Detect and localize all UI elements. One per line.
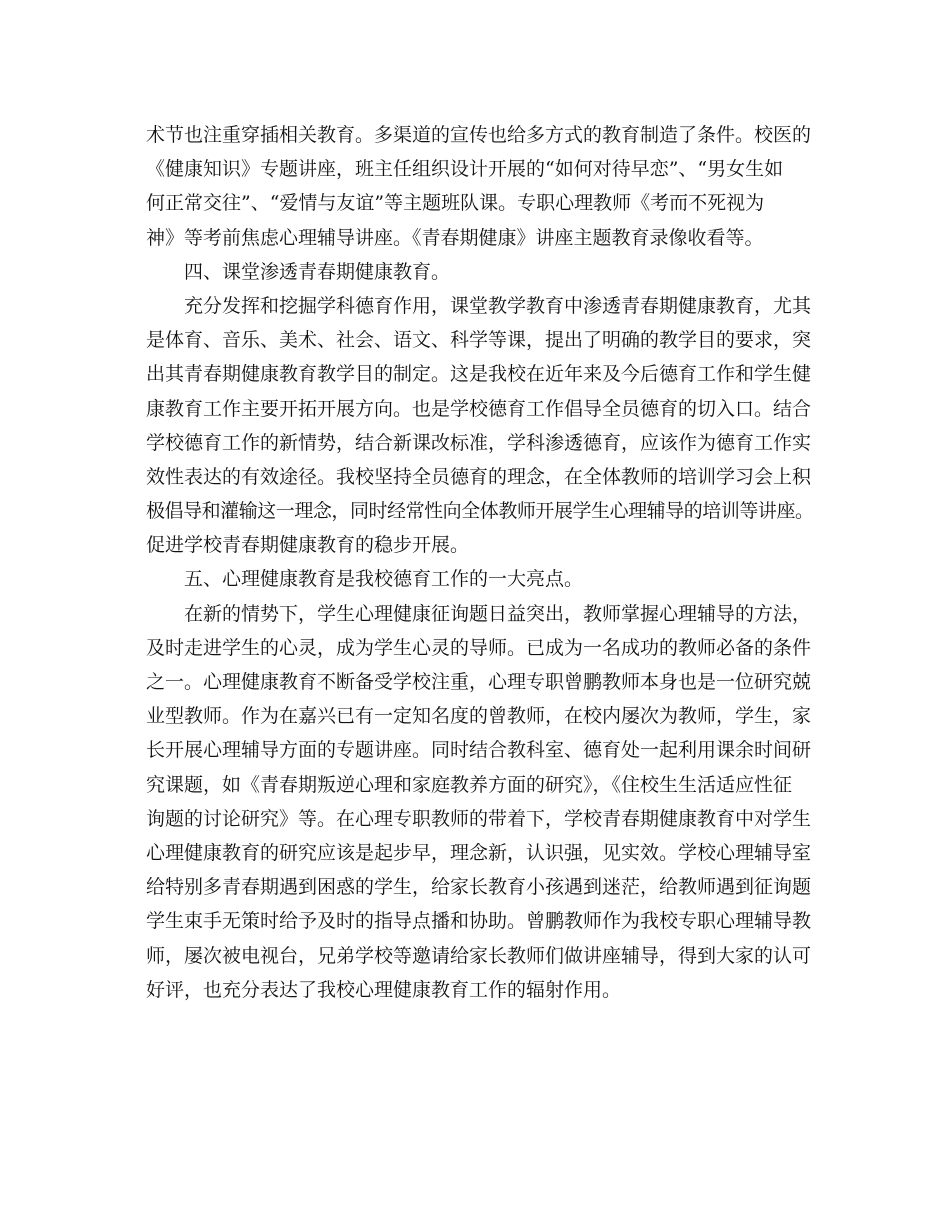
- text-line: 学校德育工作的新情势，结合新课改标准，学科渗透德育，应该作为德育工作实: [146, 431, 812, 454]
- text-line: 四、课堂渗透青春期健康教育。: [184, 260, 451, 283]
- text-line: 及时走进学生的心灵，成为学生心灵的导师。已成为一名成功的教师必备的条件: [146, 636, 812, 659]
- text-line: 《健康知识》专题讲座，班主任组织设计开展的“如何对待早恋”、“男女生如: [146, 158, 784, 181]
- text-line: 康教育工作主要开拓开展方向。也是学校德育工作倡导全员德育的切入口。结合: [146, 397, 812, 420]
- text-line: 学生束手无策时给予及时的指导点播和协助。曾鹏教师作为我校专职心理辅导教: [146, 910, 812, 933]
- text-line: 在新的情势下，学生心理健康征询题日益突出，教师掌握心理辅导的方法，: [184, 602, 812, 625]
- text-line: 出其青春期健康教育教学目的制定。这是我校在近年来及今后德育工作和学生健: [146, 363, 812, 386]
- text-line: 究课题，如《青春期叛逆心理和家庭教养方面的研究》，《住校生生活适应性征: [146, 773, 793, 796]
- text-line: 五、心理健康教育是我校德育工作的一大亮点。: [184, 568, 584, 591]
- text-line: 极倡导和灌输这一理念，同时经常性向全体教师开展学生心理辅导的培训等讲座。: [146, 500, 814, 523]
- text-line: 之一。心理健康教育不断备受学校注重，心理专职曾鹏教师本身也是一位研究兢: [146, 671, 812, 693]
- text-line: 好评，也充分表达了我校心理健康教育工作的辐射作用。: [146, 978, 622, 1001]
- text-line: 充分发挥和挖掘学科德育作用，课堂教学教育中渗透青春期健康教育，尤其: [184, 294, 812, 317]
- document-body: [146, 118, 814, 1007]
- text-line: 给特别多青春期遇到困惑的学生，给家长教育小孩遇到迷茫，给教师遇到征询题: [146, 876, 812, 899]
- text-line: 神》等考前焦虑心理辅导讲座。《青春期健康》讲座主题教育录像收看等。: [146, 226, 764, 249]
- text-line: 术节也注重穿插相关教育。多渠道的宣传也给多方式的教育制造了条件。校医的: [146, 124, 812, 146]
- text-line: 心理健康教育的研究应该是起步早，理念新，认识强，见实效。学校心理辅导室: [146, 841, 812, 864]
- text-line: 效性表达的有效途径。我校坚持全员德育的理念，在全体教师的培训学习会上积: [146, 465, 812, 488]
- text-line: 询题的讨论研究》等。在心理专职教师的带着下，学校青春期健康教育中对学生: [146, 807, 812, 830]
- text-line: 长开展心理辅导方面的专题讲座。同时结合教科室、德育处一起利用课余时间研: [146, 739, 812, 762]
- text-line: 师，屡次被电视台，兄弟学校等邀请给家长教师们做讲座辅导，得到大家的认可: [146, 944, 812, 967]
- text-line: 是体育、音乐、美术、社会、语文、科学等课，提出了明确的教学目的要求，突: [146, 329, 812, 352]
- text-line: 业型教师。作为在嘉兴已有一定知名度的曾教师，在校内屡次为教师，学生，家: [146, 705, 812, 728]
- text-line: 促进学校青春期健康教育的稳步开展。: [146, 534, 470, 557]
- text-line: 何正常交往”、“爱情与友谊”等主题班队课。专职心理教师《考而不死视为: [146, 192, 765, 215]
